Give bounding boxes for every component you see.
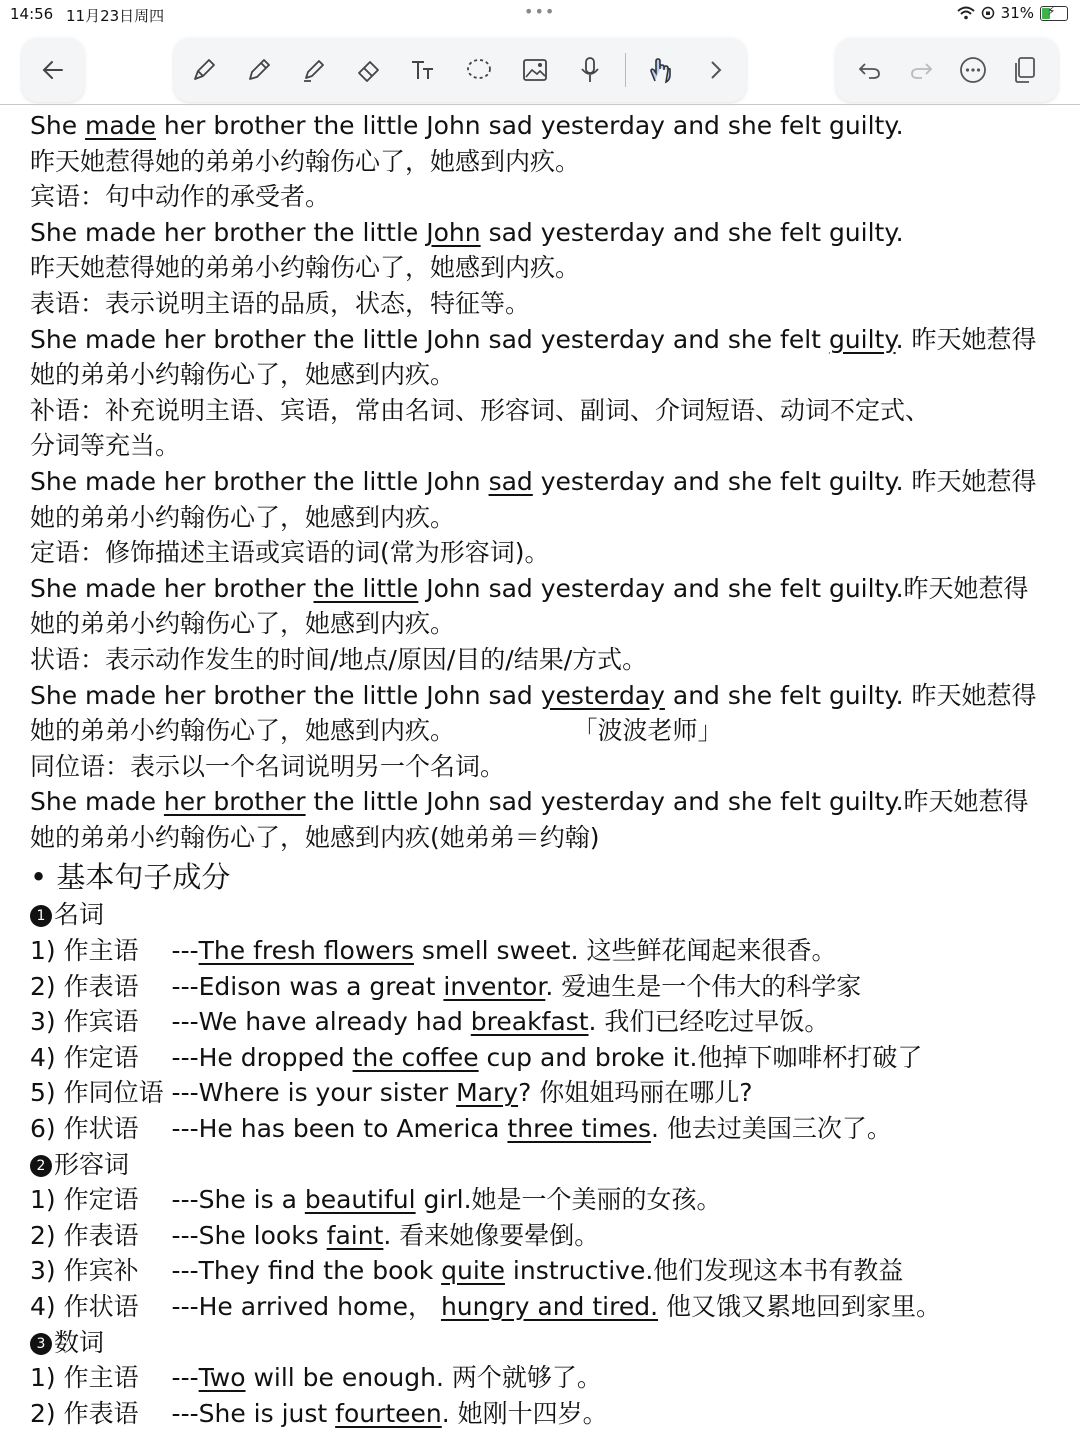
note-line [30, 642, 1060, 678]
note-line [30, 322, 1060, 358]
note-line [30, 144, 1060, 180]
note-line [30, 1075, 1060, 1111]
note-text: 宾语：句中动作的承受者。 [30, 182, 331, 212]
note-text: . 我们已经吃过早饭。 [588, 1007, 830, 1037]
note-line [30, 464, 1060, 500]
note-line [30, 749, 1060, 785]
note-line [30, 784, 1060, 820]
note-line [30, 393, 1060, 429]
note-text: 数词 [54, 1327, 105, 1357]
mic-icon[interactable] [570, 50, 610, 90]
underlined-text: guilty [828, 324, 896, 354]
note-text: She made her brother the little John sad [30, 680, 541, 710]
note-text: 6) 作状语 ---He has been to America [30, 1114, 508, 1144]
note-text: . 她刚十四岁。 [441, 1398, 608, 1428]
note-text: . 他去过美国三次了。 [651, 1114, 892, 1144]
note-text: 1) 作定语 ---She is a [30, 1185, 305, 1215]
back-button[interactable] [22, 38, 84, 102]
note-line [30, 250, 1060, 286]
note-text: 状语：表示动作发生的时间/地点/原因/目的/结果/方式。 [30, 644, 648, 674]
underlined-text: her brother [163, 787, 306, 817]
underlined-text: made [85, 111, 156, 140]
highlighter-icon[interactable] [294, 50, 334, 90]
note-text: 形容词 [54, 1149, 130, 1179]
note-line [30, 1004, 1060, 1040]
more-icon[interactable] [953, 50, 993, 90]
underlined-text: the little [313, 573, 419, 603]
note-text: 她的弟弟小约翰伤心了，她感到内疚(她弟弟＝约翰) [30, 822, 600, 852]
note-text: and she felt guilty. 昨天她惹得 [664, 680, 1037, 710]
note-text: 她的弟弟小约翰伤心了，她感到内疚。 [30, 716, 456, 746]
note-text: John sad yesterday and she felt guilty.昨天她惹得 [418, 573, 1029, 603]
section-heading [30, 857, 1060, 897]
note-line [30, 713, 1060, 749]
underlined-text: fourteen [335, 1398, 442, 1428]
note-line [30, 500, 1060, 536]
note-line [30, 1289, 1060, 1325]
toolbar-divider [0, 104, 1080, 105]
battery-percent: 31% [1000, 4, 1034, 22]
status-date: 11月23日周四 [66, 7, 165, 25]
wifi-icon [957, 6, 975, 20]
note-text: 3) 作宾语 ---We have already had [30, 1007, 471, 1037]
note-line [30, 286, 1060, 322]
note-text: 4) 作定语 ---He dropped [30, 1042, 353, 1072]
redo-icon[interactable] [901, 50, 941, 90]
note-text: She made her brother the little [30, 217, 427, 247]
circled-number: 1 [30, 905, 52, 927]
underlined-text: the coffee [352, 1042, 479, 1072]
note-text: . 爱迪生是一个伟大的科学家 [545, 971, 862, 1001]
note-line [30, 820, 1060, 856]
underlined-text: sad [488, 466, 533, 496]
note-line [30, 1396, 1060, 1432]
note-line [30, 1360, 1060, 1396]
note-text: yesterday and she felt guilty. 昨天她惹得 [532, 466, 1037, 496]
note-text: . 看来她像要晕倒。 [383, 1220, 600, 1250]
note-line [30, 606, 1060, 642]
note-line [30, 1182, 1060, 1218]
toolbar-separator [625, 53, 626, 87]
underlined-text: The fresh flowers [198, 936, 414, 966]
note-text: 1) 作主语 --- [30, 936, 199, 966]
note-line [30, 969, 1060, 1005]
note-text: 补语：补充说明主语、宾语，常由名词、形容词、副词、介词短语、动词不定式、 [30, 395, 931, 425]
underlined-text: quite [441, 1256, 505, 1286]
action-palette [836, 38, 1058, 102]
note-line [30, 933, 1060, 969]
note-text: smell sweet. 这些鲜花闻起来很香。 [413, 936, 837, 966]
note-text: 定语：修饰描述主语或宾语的词(常为形容词)。 [30, 538, 550, 568]
circled-number: 2 [30, 1155, 52, 1177]
underlined-text: inventor [443, 971, 546, 1001]
note-line [30, 179, 1060, 215]
underlined-text: three times [507, 1114, 652, 1144]
multitask-dots-icon[interactable]: ••• [524, 2, 556, 21]
text-icon[interactable] [404, 50, 444, 90]
note-text: cup and broke it.他掉下咖啡杯打破了 [478, 1042, 923, 1072]
underlined-text: Two [198, 1363, 246, 1393]
note-text: 表语：表示说明主语的品质，状态，特征等。 [30, 288, 531, 318]
note-text: her brother the little John sad yesterday and she felt guilty. [155, 111, 904, 140]
underlined-text: yesterday [540, 680, 665, 710]
note-text: the little John sad yesterday and she felt guilty.昨天她惹得 [305, 787, 1029, 817]
note-text: 4) 作状语 ---He arrived home， [30, 1292, 441, 1321]
note-text: sad yesterday and she felt guilty. [480, 217, 904, 247]
eraser-icon[interactable] [349, 50, 389, 90]
status-bar [0, 0, 1080, 28]
note-text: 昨天她惹得她的弟弟小约翰伤心了，她感到内疚。 [30, 146, 581, 176]
note-line [30, 535, 1060, 571]
note-text: 分词等充当。 [30, 431, 181, 461]
underlined-text: John [426, 217, 481, 247]
status-right [957, 4, 1068, 22]
note-text: 「波波老师」 [585, 716, 723, 746]
note-text: She made her brother the little John [30, 466, 489, 496]
note-line [30, 1218, 1060, 1254]
underlined-text: Mary [456, 1078, 519, 1108]
note-line [30, 1253, 1060, 1289]
underlined-text: breakfast [470, 1007, 589, 1037]
note-line [30, 1040, 1060, 1076]
note-text: 2) 作表语 ---Edison was a great [30, 971, 444, 1001]
pen-icon[interactable] [184, 50, 224, 90]
note-line [30, 571, 1060, 607]
underlined-text: beautiful [304, 1185, 416, 1215]
note-text: She made her brother [30, 573, 314, 603]
battery-icon: ⚡ [1040, 6, 1068, 21]
note-line [30, 1147, 1060, 1183]
circled-number: 3 [30, 1333, 52, 1355]
pages-icon[interactable] [1004, 50, 1044, 90]
note-canvas[interactable] [30, 108, 1060, 1431]
note-text: She made [30, 787, 164, 817]
note-text: She [30, 111, 86, 140]
note-text: 3) 作宾补 ---They find the book [30, 1256, 442, 1286]
note-text: 她的弟弟小约翰伤心了，她感到内疚。 [30, 502, 456, 532]
note-line [30, 357, 1060, 393]
pencil-icon[interactable] [239, 50, 279, 90]
note-line [30, 897, 1060, 933]
toolbar [0, 38, 1080, 102]
hand-icon[interactable] [641, 50, 681, 90]
note-text: ? 你姐姐玛丽在哪儿? [518, 1078, 753, 1108]
lasso-icon[interactable] [459, 50, 499, 90]
note-line [30, 428, 1060, 464]
underlined-text: faint [326, 1220, 384, 1250]
note-text: 1) 作主语 --- [30, 1363, 199, 1393]
note-text: will be enough. 两个就够了。 [245, 1363, 602, 1393]
note-text: instructive.他们发现这本书有教益 [504, 1256, 904, 1286]
note-text: 他又饿又累地回到家里。 [658, 1292, 941, 1321]
chevron-right-icon[interactable] [696, 50, 736, 90]
note-line [30, 1111, 1060, 1147]
note-text: She made her brother the little John sad yesterday and she felt [30, 324, 829, 354]
note-line [30, 215, 1060, 251]
note-line [30, 108, 1060, 144]
orientation-lock-icon [981, 6, 995, 20]
note-text: 2) 作表语 ---She is just [30, 1398, 336, 1428]
note-line [30, 1325, 1060, 1361]
note-text: 她的弟弟小约翰伤心了，她感到内疚。 [30, 360, 456, 390]
note-text: • 基本句子成分 [30, 860, 231, 895]
note-line [30, 678, 1060, 714]
note-text: 她的弟弟小约翰伤心了，她感到内疚。 [30, 609, 456, 639]
image-icon[interactable] [515, 50, 555, 90]
back-arrow-icon [40, 57, 66, 83]
note-text: 同位语：表示以一个名词说明另一个名词。 [30, 751, 506, 781]
undo-icon[interactable] [850, 50, 890, 90]
note-text: 昨天她惹得她的弟弟小约翰伤心了，她感到内疚。 [30, 253, 581, 283]
tool-palette [174, 38, 746, 102]
note-text: . 昨天她惹得 [895, 324, 1037, 354]
note-text: 名词 [54, 900, 105, 930]
note-text: 5) 作同位语 ---Where is your sister [30, 1078, 457, 1108]
underlined-text: hungry and tired. [440, 1292, 659, 1321]
note-text: 2) 作表语 ---She looks [30, 1220, 327, 1250]
status-time: 14:56 [10, 5, 54, 23]
note-text: girl.她是一个美丽的女孩。 [415, 1185, 722, 1215]
